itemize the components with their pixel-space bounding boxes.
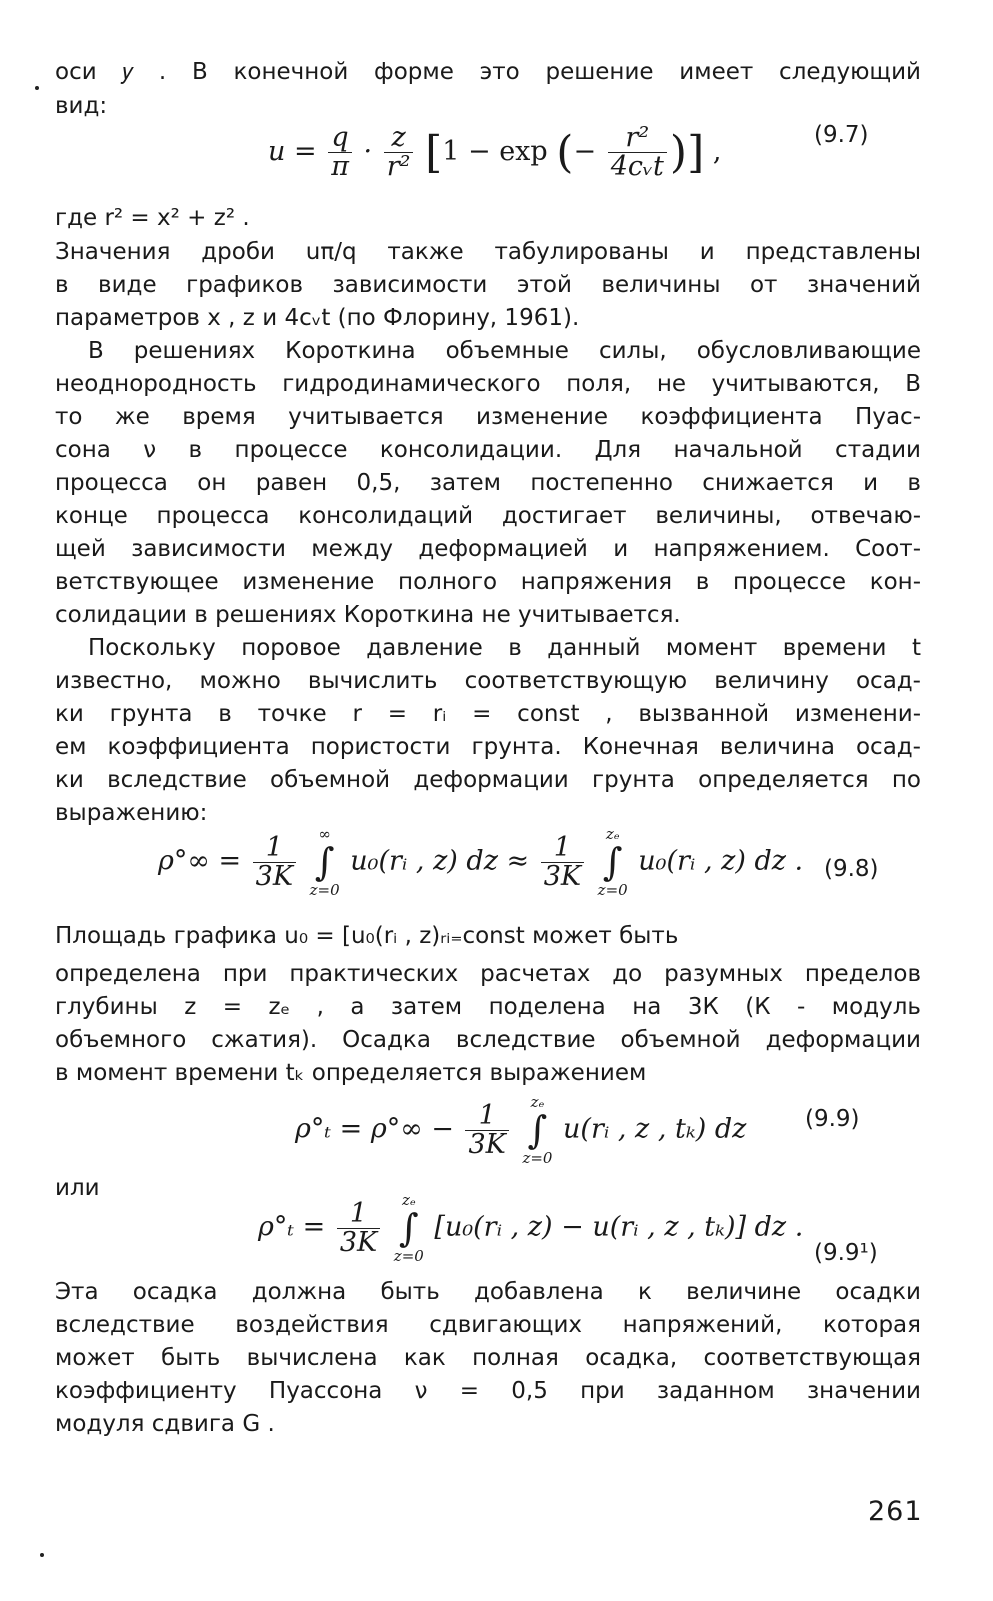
equation-9-9-1: ρ°ₜ = $\frac{1}{3K}$ zₑ ∫ z=0 [u₀(rᵢ , z) − u(rᵢ , z , tₖ)] dz .: [258, 1191, 804, 1265]
stray-mark: [35, 86, 39, 90]
text-line: неоднородность гидродинамического поля, не учитываются, В: [55, 371, 921, 397]
text-line: Значения дроби uπ/q также табулированы и представлены: [55, 239, 921, 265]
integral: zₑ ∫ z=0: [393, 1191, 424, 1265]
text-line: выражению:: [55, 800, 208, 826]
text-line: где r² = x² + z² .: [55, 205, 250, 231]
text-line: ки вследствие объемной деформации грунта определяется по: [55, 767, 921, 793]
text-line: определена при практических расчетах до разумных пределов: [55, 961, 921, 987]
text-line: процесса он равен 0,5, затем постепенно снижается и в: [55, 470, 921, 496]
equation-9-8: ρ°∞ = $\frac{1}{3K}$ ∞ ∫ z=0 u₀(rᵢ , z) dz ≈ $\frac{1}{3K}$ zₑ ∫ z=0 u₀(rᵢ , z) dz .: [158, 825, 804, 899]
text-line: то же время учитывается изменение коэффициента Пуас-: [55, 404, 921, 430]
equation-9-7: u = $\frac{q}{\pi}$ · $\frac{z}{\text{r²}}$ [1 − exp (− $\frac{\text{r²}}{\text{4cᵥt}}$ )] ,: [268, 122, 722, 182]
fraction: $\frac{1}{3K}$: [253, 834, 296, 891]
eq-lhs: u =: [268, 136, 317, 167]
equation-number: (9.7): [814, 122, 869, 148]
text-line: может быть вычислена как полная осадка, соответствующая: [55, 1345, 921, 1371]
text-line: вследствие воздействия сдвигающих напряжений, которая: [55, 1312, 921, 1338]
fraction: $\frac{1}{3K}$: [337, 1200, 380, 1257]
page-number: 261: [868, 1496, 923, 1527]
equation-number: (9.9¹): [814, 1240, 878, 1266]
text-line: модуля сдвига G .: [55, 1411, 275, 1437]
text-line: Поскольку поровое давление в данный момент времени t: [88, 635, 921, 661]
equation-number: (9.8): [824, 856, 879, 882]
text-line: вид:: [55, 93, 108, 119]
fraction: $\frac{1}{3K}$: [541, 834, 584, 891]
text-line: известно, можно вычислить соответствующую величину осад-: [55, 668, 921, 694]
text-line: ем коэффициента пористости грунта. Конечная величина осад-: [55, 734, 921, 760]
text-line: параметров x , z и 4cᵥt (по Флорину, 1961).: [55, 305, 580, 331]
text-line: конце процесса консолидаций достигает величины, отвечаю-: [55, 503, 921, 529]
text-line: объемного сжатия). Осадка вследствие объемной деформации: [55, 1027, 921, 1053]
integral: zₑ ∫ z=0: [597, 825, 628, 899]
fraction: $\frac{1}{3K}$: [465, 1102, 508, 1159]
text-line: глубины z = zₑ , а затем поделена на 3К (К - модуль: [55, 994, 921, 1020]
integral: zₑ ∫ z=0: [522, 1093, 553, 1167]
text-line: щей зависимости между деформацией и напряжением. Соот-: [55, 536, 921, 562]
fraction: $\frac{\text{r²}}{\text{4cᵥt}}$: [608, 124, 667, 181]
stray-mark: [40, 1553, 44, 1557]
fraction: $\frac{q}{\pi}$: [328, 124, 352, 181]
text-line: оси 𝑦 . В конечной форме это решение имеет следующий: [55, 59, 921, 85]
text-line: ветствующее изменение полного напряжения в процессе кон-: [55, 569, 921, 595]
fraction: $\frac{z}{\text{r²}}$: [384, 124, 414, 181]
equation-number: (9.9): [805, 1106, 860, 1132]
text-line: в момент времени tₖ определяется выражением: [55, 1060, 647, 1086]
text-line: ки грунта в точке r = rᵢ = const , вызванной изменени-: [55, 701, 921, 727]
text-line: В решениях Короткина объемные силы, обусловливающие: [88, 338, 921, 364]
text-line: коэффициенту Пуассона ν = 0,5 при заданном значении: [55, 1378, 921, 1404]
text-line: сона ν в процессе консолидации. Для начальной стадии: [55, 437, 921, 463]
equation-9-9: ρ°ₜ = ρ°∞ − $\frac{1}{3K}$ zₑ ∫ z=0 u(rᵢ , z , tₖ) dz: [295, 1093, 747, 1167]
text-line: солидации в решениях Короткина не учитывается.: [55, 602, 681, 628]
integral: ∞ ∫ z=0: [309, 825, 340, 899]
text-line: Площадь графика u₀ = [u₀(rᵢ , z)ᵣᵢ₌const может быть: [55, 923, 679, 949]
text-line: в виде графиков зависимости этой величины от значений: [55, 272, 921, 298]
text-line: или: [55, 1175, 100, 1201]
text-line: Эта осадка должна быть добавлена к величине осадки: [55, 1279, 921, 1305]
